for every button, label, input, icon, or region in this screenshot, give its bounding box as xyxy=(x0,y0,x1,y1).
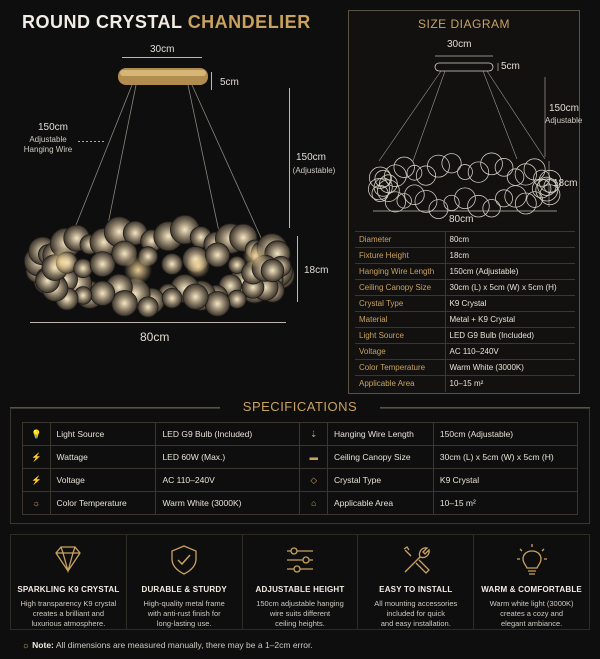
drop-label: 150cm xyxy=(296,152,327,163)
spec-row xyxy=(23,446,578,469)
parameter-key: Material xyxy=(355,312,445,328)
feature-card xyxy=(357,535,473,629)
feature-card xyxy=(473,535,589,629)
crystal-disc xyxy=(112,290,138,316)
parameter-row xyxy=(355,296,575,312)
parameter-value: Metal + K9 Crystal xyxy=(445,312,575,328)
feature-desc: 150cm adjustable hanging wire suits different ceiling heights. xyxy=(256,599,344,629)
crystal-disc xyxy=(90,281,114,305)
spec-value: LED G9 Bulb (Included) xyxy=(156,423,300,446)
sun-icon: ☼ xyxy=(23,492,51,515)
parameter-key: Fixture Height xyxy=(355,248,445,264)
canopy-height-label: 5cm xyxy=(220,77,239,88)
parameter-key: Color Temperature xyxy=(355,360,445,376)
spec-key: Color Temperature xyxy=(50,492,156,515)
drop-sub-label: (Adjustable) xyxy=(292,166,336,175)
parameter-value: LED G9 Bulb (Included) xyxy=(445,328,575,344)
sliders-icon xyxy=(282,543,318,575)
lightning-icon: ⚡ xyxy=(23,446,51,469)
parameter-row xyxy=(355,312,575,328)
parameter-row xyxy=(355,280,575,296)
diagram-drop-sub: Adjustable xyxy=(545,116,583,125)
spec-value: 150cm (Adjustable) xyxy=(433,423,577,446)
diagram-canopy-height: 5cm xyxy=(501,61,520,72)
parameter-value: 30cm (L) x 5cm (W) x 5cm (H) xyxy=(445,280,575,296)
spec-key: Hanging Wire Length xyxy=(328,423,434,446)
feature-title: WARM & COMFORTABLE xyxy=(481,585,582,594)
diagram-canopy-width: 30cm xyxy=(447,39,472,50)
feature-desc: High transparency K9 crystal creates a brilliant and luxurious atmosphere. xyxy=(20,599,117,629)
feature-desc: High-quality metal frame with anti-rust finish for long-lasting use. xyxy=(143,599,225,629)
crystal-disc xyxy=(397,194,411,208)
parameter-value: K9 Crystal xyxy=(445,296,575,312)
spec-key: Light Source xyxy=(50,423,156,446)
diagram-diameter: 80cm xyxy=(449,214,474,225)
parameter-value: 150cm (Adjustable) xyxy=(445,264,575,280)
crystal-disc xyxy=(74,259,93,278)
crystal-disc xyxy=(138,297,158,317)
feature-card xyxy=(126,535,242,629)
spec-value: 30cm (L) x 5cm (W) x 5cm (H) xyxy=(433,446,577,469)
parameter-key: Ceiling Canopy Size xyxy=(355,280,445,296)
diameter-label: 80cm xyxy=(140,330,170,344)
spec-row xyxy=(23,469,578,492)
feature-card xyxy=(242,535,358,629)
crystal-disc xyxy=(228,290,246,308)
specifications-title: SPECIFICATIONS xyxy=(220,399,380,414)
page-title xyxy=(22,12,311,33)
wire-sub-label: Adjustable Hanging Wire xyxy=(23,135,73,155)
parameter-row xyxy=(355,232,575,248)
parameter-row xyxy=(355,248,575,264)
parameter-row xyxy=(355,376,575,392)
crystal-disc xyxy=(527,192,543,208)
parameter-key: Applicable Area xyxy=(355,376,445,392)
parameter-key: Diameter xyxy=(355,232,445,248)
specifications-table xyxy=(22,422,578,515)
feature-title: DURABLE & STURDY xyxy=(141,585,227,594)
spec-key: Crystal Type xyxy=(328,469,434,492)
bulb-icon xyxy=(514,543,550,575)
size-diagram-panel xyxy=(348,10,583,394)
crystal-disc xyxy=(162,254,183,275)
bulb-icon: 💡 xyxy=(23,423,51,446)
spec-row xyxy=(23,423,578,446)
title-main: ROUND CRYSTAL xyxy=(22,12,183,32)
crystal-disc xyxy=(205,291,230,316)
crystal-disc xyxy=(524,159,545,180)
diamond-icon xyxy=(50,543,86,575)
shield-check-icon xyxy=(166,543,202,575)
crystal-disc xyxy=(90,252,115,277)
parameter-row xyxy=(355,360,575,376)
feature-desc: All mounting accessories included for quick and easy installation. xyxy=(374,599,458,629)
crystal-disc xyxy=(468,162,489,183)
voltage-icon: ⚡ xyxy=(23,469,51,492)
spec-row xyxy=(23,492,578,515)
dimension-note xyxy=(22,640,313,650)
spec-value: AC 110–240V xyxy=(156,469,300,492)
feature-desc: Warm white light (3000K) creates a cozy and elegant ambiance. xyxy=(489,599,574,629)
parameter-value: Warm White (3000K) xyxy=(445,360,575,376)
parameter-key: Light Source xyxy=(355,328,445,344)
chandelier-illustration xyxy=(0,40,345,360)
feature-card xyxy=(11,535,126,629)
spec-value: K9 Crystal xyxy=(433,469,577,492)
diagram-drop: 150cm xyxy=(549,103,580,114)
parameter-key: Hanging Wire Length xyxy=(355,264,445,280)
spec-key: Wattage xyxy=(50,446,156,469)
diagram-fixture-height: 18cm xyxy=(553,178,578,189)
crystal-disc xyxy=(162,288,182,308)
crystal-disc xyxy=(394,157,415,178)
fixture-height-label: 18cm xyxy=(304,265,329,276)
canopy-icon: ▬ xyxy=(300,446,328,469)
parameter-row xyxy=(355,328,575,344)
parameter-row xyxy=(355,264,575,280)
spec-key: Voltage xyxy=(50,469,156,492)
spec-value: LED 60W (Max.) xyxy=(156,446,300,469)
note-icon: ☼ xyxy=(22,640,30,650)
spec-value: Warm White (3000K) xyxy=(156,492,300,515)
feature-title: ADJUSTABLE HEIGHT xyxy=(255,585,345,594)
crystal-disc xyxy=(429,200,448,219)
feature-strip xyxy=(10,534,590,630)
wire-length-label: 150cm xyxy=(38,122,69,133)
parameter-table xyxy=(355,231,575,392)
parameter-row xyxy=(355,344,575,360)
crystal-disc xyxy=(458,165,473,180)
crystal-disc xyxy=(444,195,459,210)
crystal-disc xyxy=(415,190,437,212)
parameter-value: AC 110–240V xyxy=(445,344,575,360)
title-highlight: CHANDELIER xyxy=(187,12,311,32)
size-diagram-title: SIZE DIAGRAM xyxy=(417,17,510,31)
crystal-disc xyxy=(385,165,407,187)
spec-key: Applicable Area xyxy=(328,492,434,515)
house-icon: ⌂ xyxy=(300,492,328,515)
note-label: Note: xyxy=(32,640,54,650)
crystal-disc xyxy=(427,155,449,177)
crystal-disc xyxy=(183,284,208,309)
parameter-key: Crystal Type xyxy=(355,296,445,312)
canopy-width-label: 30cm xyxy=(150,44,175,55)
crystal-disc xyxy=(496,190,513,207)
feature-title: EASY TO INSTALL xyxy=(379,585,453,594)
crystal-disc xyxy=(377,180,399,202)
wire-icon: ⇣ xyxy=(300,423,328,446)
crystal-disc xyxy=(442,154,461,173)
parameter-value: 18cm xyxy=(445,248,575,264)
spec-key: Ceiling Canopy Size xyxy=(328,446,434,469)
spec-value: 10–15 m² xyxy=(433,492,577,515)
parameter-value: 80cm xyxy=(445,232,575,248)
feature-title: SPARKLING K9 CRYSTAL xyxy=(17,585,120,594)
parameter-value: 10–15 m² xyxy=(445,376,575,392)
parameter-key: Voltage xyxy=(355,344,445,360)
note-text: All dimensions are measured manually, there may be a 1–2cm error. xyxy=(55,640,313,650)
crystal-disc xyxy=(515,164,536,185)
diamond-icon: ◇ xyxy=(300,469,328,492)
crystal-disc xyxy=(495,158,513,176)
tools-icon xyxy=(398,543,434,575)
